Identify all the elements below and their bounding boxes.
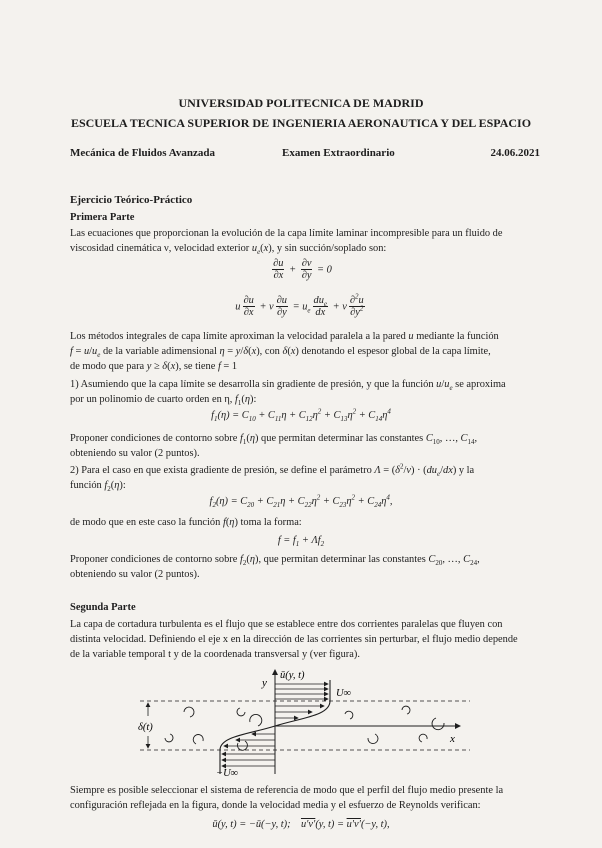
question-1: 1) Asumiendo que la capa límite se desarrolla sin gradiente de presión, y que la función $u/u_e$ se aproxima por un polinomio de cuarto orden en η, $f_1(\eta)$: (70, 379, 506, 407)
integral-methods-paragraph: Los métodos integrales de capa límite aproximan la velocidad paralela a la pared u mediante la función $f = u/u_e$ de la variable adimensional η = y/δ(x), con δ(x) denotando el espesor global de la capa límite, de modo que para y ≥ δ(x), se tiene f = 1 (70, 331, 499, 372)
exam-name: Examen Extraordinario (282, 147, 395, 159)
question-2-form: de modo que en este caso la función f(η) toma la forma: (70, 517, 302, 528)
x-axis-label: x (450, 733, 455, 745)
part1-intro: Las ecuaciones que proporcionan la evolución de la capa límite laminar incompresible para un fluido de viscosidad cinemática ν, velocidad exterior $u_e(x)$, y sin succión/soplado son: (70, 228, 503, 256)
school-title: ESCUELA TECNICA SUPERIOR DE INGENIERIA AERONAUTICA Y DEL ESPACIO (70, 116, 532, 130)
symmetry-relations: ū(y, t) = −ū(−y, t); u′v′(y, t) = u′v′(−y, t), (212, 819, 390, 830)
f-combination: $f = f_1 + \Lambda f_2$ (277, 535, 325, 549)
shear-layer-figure (140, 666, 470, 781)
delta-label: δ(t) (138, 722, 153, 733)
part2-heading: Segunda Parte (70, 602, 136, 613)
momentum-equation: u $\frac{\partial u}{\partial x}$ + v $\frac{\partial u}{\partial y}$ = $u_e$ $\frac{du_e}{dx}$ + ν $\frac{\partial^2u}{\partial y^2}$ (235, 292, 364, 319)
profile-label: ū(y, t) (280, 670, 305, 681)
course-name: Mecánica de Fluidos Avanzada (70, 147, 215, 159)
part2-reference-paragraph: Siempre es posible seleccionar el sistema de referencia de modo que el perfil del flujo medio presente la configuración reflejada en la figura, donde la velocidad media y el esfuerzo de Reynolds verifican: (70, 785, 504, 811)
f1-polynomial: $f_1(\eta) = C_{10} + C_{11}\eta + C_{12}\eta^2 + C_{13}\eta^2 + C_{14}\eta^4$ (211, 407, 391, 424)
part1-heading: Primera Parte (70, 212, 135, 223)
university-title: UNIVERSIDAD POLITECNICA DE MADRID (178, 96, 424, 110)
f2-polynomial: $f_2(\eta) = C_{20} + C_{21}\eta + C_{22}\eta^2 + C_{23}\eta^2 + C_{24}\eta^4$, (209, 493, 393, 510)
u-inf-label: U∞ (336, 688, 352, 699)
question-2: 2) Para el caso en que exista gradiente de presión, se define el parámetro $\Lambda = (\delta^2/\nu) \cdot (du_e/dx)$ y la función $f_2(\eta)$: (70, 462, 475, 493)
eddy-swirls (165, 706, 444, 750)
question-1-task: Proponer condiciones de contorno sobre $f_1(\eta)$ que permitan determinar las constantes $C_{10}$, …, $C_{14}$, obteniendo su valor (2 puntos). (70, 433, 478, 459)
exercise-title: Ejercicio Teórico-Práctico (70, 194, 193, 206)
y-axis-label: y (262, 677, 267, 689)
question-2-task: Proponer condiciones de contorno sobre $f_2(\eta)$, que permitan determinar las constantes $C_{20}$, …, $C_{24}$, obteniendo su valor (2 puntos). (70, 554, 480, 580)
exam-date: 24.06.2021 (490, 147, 540, 159)
minus-u-inf-label: −U∞ (216, 768, 239, 779)
continuity-equation: $\frac{\partial u}{\partial x}$ + $\frac{\partial v}{\partial y}$ = 0 (273, 258, 332, 282)
part2-intro: La capa de cortadura turbulenta es el flujo que se establece entre dos corrientes paralelas que fluyen con distinta velocidad. Definiendo el eje x en la dirección de las corrientes sin perturbar, el flujo medio depende de la variable temporal t y de la coordenada transversal y (ver figura). (70, 619, 518, 660)
